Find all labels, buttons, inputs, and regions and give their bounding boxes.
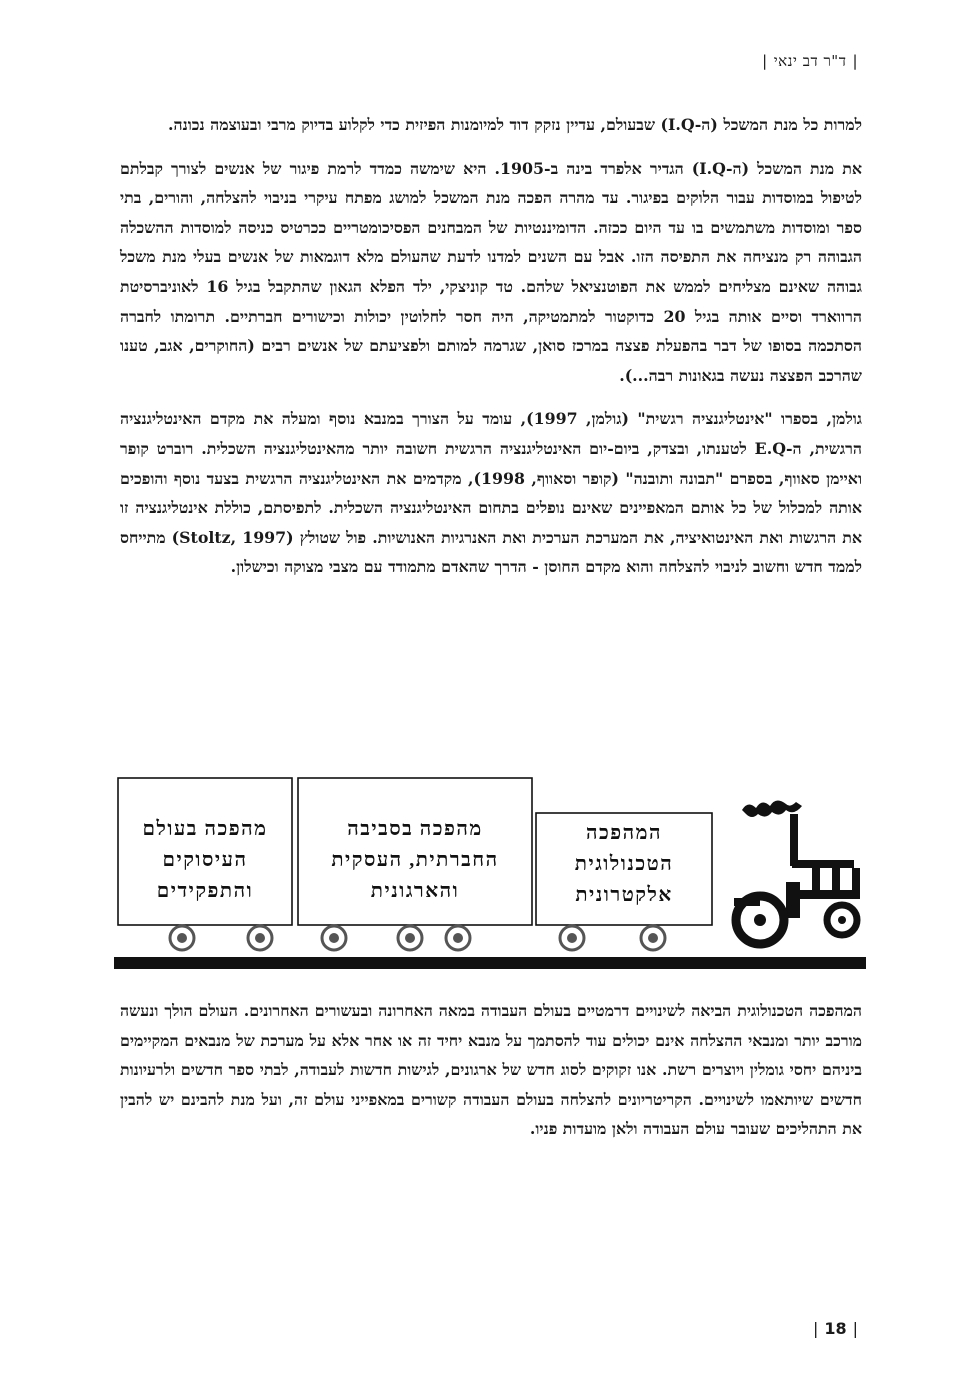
header-divider: |: [852, 52, 858, 70]
car-1-label-line-2: העיסוקים: [162, 849, 248, 871]
wheel: [641, 926, 665, 950]
page-number: 18: [824, 1319, 847, 1338]
wheel: [560, 926, 584, 950]
tractor-icon: [734, 800, 860, 944]
wheel: [322, 926, 346, 950]
car-1-label-line-1: מהפכה בעולם: [142, 818, 268, 840]
car-2-label-line-1: מהפכה בסביבה: [347, 818, 483, 840]
footer-divider: |: [812, 1319, 819, 1338]
wheel: [170, 926, 194, 950]
revolution-train-diagram: [112, 770, 870, 975]
wheel: [398, 926, 422, 950]
header-divider: |: [762, 52, 768, 70]
car-1-label-line-3: והתפקידים: [156, 880, 254, 902]
header-author: ד"ר דב ינאי: [773, 52, 847, 70]
body-text-bottom: [120, 996, 862, 1158]
paragraph: המהפכה הטכנולוגית הביאה לשינויים דרמטיים בעולם העבודה במאה האחרונה ובעשורים האחרונים. העולם הולך ונעשה מורכב יותר ומנבאי ההצלחה אינם יכולים עוד להסתמך על מנבא יחיד זה או אחר אלא על מערכת של מנבאים המקיימים ביניהם יחסי גומלין ויוצרים רשת. אנו זקוקים לסוג חדש של ארגונים, לגישות חדשות לעבודה, לבתי ספר חדשים ולרעיונות חדשים שיותאמו לשינויים. הקריטריונים להצלחה בעולם העבודה קשורים במאפייני עולם זה, ועל מנת להבינם יש להבין את התהליכים שעובר עולם העבודה ולאן מועדות פניו.: [120, 1001, 862, 1139]
body-text-top: [120, 110, 862, 596]
paragraph: גולמן, בספרו "אינטליגנציה רגשית" (גולמן, 1997), עומד על הצורך במנבא נוסף ומעלה את מקדם האינטליגנציה הרגשית, ה-E.Q לטענתו, ובצדק, ביום-יום האינטליגנציה הרגשית חשובה יותר מהאינטליגנציה השכלית. רוברט קופר ואיימן סאווף, בספרם "תבונה ותובנה" (קופר וסאווף, 1998), מקדמים את האינטליגנציה הרגשית בצעד נוסף והופכים אותה למכלול של כל אותם המאפיינים שאינם נופלים בתחום האינטליגנציה השכלית. לתפיסתם, כוללת אינטליגנציה זו את הרגשות ואת האינטואיציה, את המערכת הערכית ואת האנרגיות האנושיות. פול שטולץ (Stoltz, 1997) מתייחס לממד חדש וחשוב לניבוי להצלחה והוא מקדם החוסן - הדרך שהאדם מתמודד עם מצבי מצוקה וכישלון.: [120, 409, 863, 577]
paragraph: את מנת המשכל (ה-I.Q) הגדיר אלפרד בינה ב-1905. היא שימשה כמדד לרמת פיגור של אנשים לצורך קבלתם לטיפול במוסדות עבור הלוקים בפיגור. עד מהרה הפכה מנת המשכל למושג מפתח עיקרי בניבוי להצלחה, והורים, בתי ספר ומוסדות משתמשים בו עד היום ככזה. הדומיננטיות של המבחנים הפסיכומטריים ככרטיס כניסה למוסדות ההשכלה הגבוהה רק מנציחה את התפיסה הזו. אבל עם השנים למדנו לדעת שהעולם מלא דוגמאות של אנשים בעלי מנת משכל גבוהה שאינם מצליחים לממש את הפוטנציאל שלהם. טד קוניצקי, ילד הפלא הגאון שהתקבל בגיל 16 לאוניברסיטת הרווארד וסיים אותה בגיל 20 כדוקטור למתמטיקה, היה חסר לחלוטין יכולות וכישורים חברתיים. תרומתו לחברה הסתכמה בסופו של דבר בהפעלת פצצה במרכז סואן, שגרמה למותם ולפציעתם של אנשים רבים (החוקרים, אגב, טענו שהרכב הפצצה נעשה בגאונות רבה...).: [120, 158, 863, 385]
car-3-label-line-1: המהפכה: [585, 822, 663, 844]
wheel: [248, 926, 272, 950]
paragraph: למרות כל מנת המשכל (ה-I.Q) שבעולם, עדיין נזקק דוד למיומנות הפיזית כדי לקלוע בדיוק מרבי ובעוצמה נכונה.: [168, 115, 862, 134]
car-3-label-line-3: אלקטרונית: [575, 884, 673, 906]
footer-divider: |: [852, 1319, 858, 1338]
running-header: [756, 52, 864, 71]
wheel: [446, 926, 470, 950]
car-2-label-line-2: החברתית, העסקית: [331, 849, 499, 871]
page-footer: [807, 1319, 864, 1338]
car-2-label-line-3: והארגונית: [370, 880, 460, 902]
car-3-label-line-2: הטכנולוגית: [574, 853, 674, 875]
rail-track: [114, 957, 866, 969]
